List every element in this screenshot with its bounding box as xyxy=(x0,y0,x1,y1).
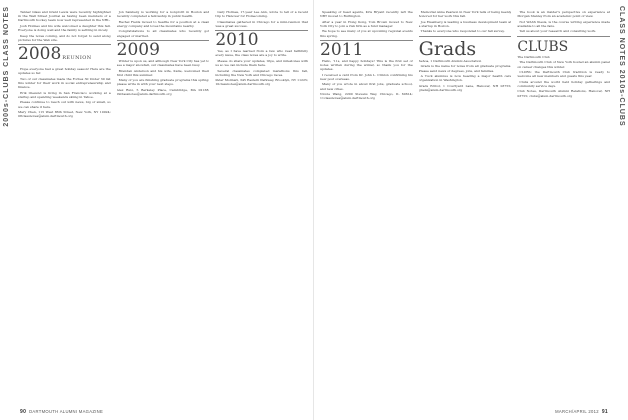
paragraph: Memorial Anne Pearson in New York tells of being keenly honored for her work this fall. xyxy=(418,10,512,19)
divider xyxy=(419,36,512,37)
paragraph: Many of you are finishing graduate programs this spring; please write in with your next steps. xyxy=(116,78,210,87)
paragraph: Grads is the name for notes from all graduate programs. Please send news of degrees, jobs, and families. xyxy=(418,64,512,73)
paragraph: Two of our classmates made the Forbes 30 Under 30 list this winter for their work in social entrepreneurship and finance. xyxy=(18,76,111,90)
class-secretary-byline: Alex Ruiz, 5 Berkeley Place, Cambridge, MA 02138; 09classnotes@alum.dartmouth.org xyxy=(116,87,210,97)
paragraph: Hope everyone had a great holiday season! Here are the updates so far. xyxy=(18,67,111,76)
paragraph: The Dartmouth Club of New York hosted an alumni panel on career changes this winter. xyxy=(517,60,611,69)
class-year-heading: 2011 xyxy=(320,39,364,60)
page-number: 90 xyxy=(20,409,27,415)
right-footer xyxy=(555,409,608,415)
paragraph: Clubs around the world held holiday gatherings and community service days. xyxy=(517,79,611,88)
paragraph: Joe Eisenberg is leading a business development team at a startup in Boston. xyxy=(418,19,512,28)
class-secretary-byline: Peter Molinari, 345 Eastern Parkway, Brooklyn, NY 11225; 10classnotes@alum.dartmouth.org xyxy=(215,78,309,87)
divider xyxy=(517,36,610,37)
paragraph: Speaking of head agents, Kris Bryant recently left the NBT moved to Burlington. xyxy=(320,10,413,19)
class-secretary-byline: Mary Chen, 115 West 86th Street, New York, NY 10024; 08classnotes@alum.dartmouth.org xyxy=(18,110,111,119)
paragraph: Please continue to reach out with news, big or small, so we can share it here. xyxy=(18,100,111,109)
paragraph: CLUBS: the Dartmouth Club tradition is ready to welcome all new members and guests this year. xyxy=(517,70,611,79)
left-sidebar-strip xyxy=(0,0,14,420)
grads-heading-byline: Sehoa, 1 Dartmouth Alumni Association xyxy=(418,58,482,63)
right-page xyxy=(314,0,628,420)
left-sidebar-label: 2000s-CLUBS CLASS NOTES xyxy=(3,6,10,127)
clubs-heading-text: CLUBS xyxy=(517,38,569,55)
grads-byline: Grads Editor, 1 Courtyard Lane, Hanover, NH 03755; grads@alum.dartmouth.org xyxy=(418,83,512,92)
paragraph: Josh Holmes and his wife welcomed a daughter this fall. Everyone is doing well and the family is settling in nicely. xyxy=(18,23,111,33)
right-col-2 xyxy=(419,10,512,402)
left-columns xyxy=(18,10,308,402)
paragraph: Many of you wrote in about first jobs, graduate school, and new cities. xyxy=(320,82,413,91)
right-col-3 xyxy=(517,10,610,402)
paragraph: I received a card from Dr. John L. Clinton confirming his new post overseas. xyxy=(320,72,413,81)
paragraph: Tell us about your research and consulting work. xyxy=(519,29,597,34)
class-year: 2008 xyxy=(18,44,62,65)
clubs-byline: Club Notes, Dartmouth Alumni Relations, Hanover, NH 03755; clubs@alum.dartmouth.org xyxy=(517,89,611,98)
paragraph: Please do share your updates, trips, and milestones with us so we can include them here. xyxy=(215,58,309,68)
reunion-tag: REUNION xyxy=(62,55,92,62)
paragraph: Hello, '11s, and happy holidays! This is the first set of notes written during the winter, so thank you for the updates. xyxy=(320,58,413,72)
left-col-3 xyxy=(215,10,308,402)
paragraph: Thanks to everyone who responded to our fall survey. xyxy=(420,29,505,34)
right-sidebar-strip xyxy=(614,0,628,420)
paragraph: The book is an insider's perspective on experience at Morgan Stanley from an academic point of view. xyxy=(517,10,611,19)
left-col-2 xyxy=(117,10,210,402)
right-columns xyxy=(320,10,610,402)
paragraph: After a year in Hong Kong, Tom Brown moved to New York City to join a risk firm as a fund manager. xyxy=(320,19,413,28)
paragraph: Keep the notes coming, and do not forget to send along pictures for the Web site. xyxy=(18,33,111,42)
class-secretary-byline: Nicole Wang, 2200 Stevens Way, Chicago, IL 60614; 11classnotes@alum.dartmouth.org xyxy=(320,92,413,101)
clubs-heading-tag: The Dartmouth Club xyxy=(517,54,550,59)
paragraph: Congratulations to all classmates who recently got engaged or married. xyxy=(116,29,210,38)
clubs-heading xyxy=(517,40,610,54)
paragraph: A Tuck alumnus is now heading a major health care organization in Washington. xyxy=(418,74,512,83)
paragraph: Several classmates completed marathons this fall, including the New York and Chicago races. xyxy=(215,68,309,77)
paragraph: Yes, as I have learned from a few who read faithfully every issue, the class notes are a joy to write. xyxy=(215,49,309,58)
paragraph: Classmates gathered in Chicago for a mini-reunion that was a great success. xyxy=(215,19,309,28)
class-year-heading xyxy=(18,44,111,66)
left-col-1 xyxy=(18,10,111,402)
class-year-heading: 2010 xyxy=(215,30,259,51)
paragraph: We hope to see many of you at upcoming regional events this spring. xyxy=(320,29,413,38)
paragraph: Tanner Glass and Grant Lewis were recently highlighted in the Wall Street Journal as having been members of a Dartmouth hockey team now well represented in the NHL. xyxy=(18,10,111,23)
paragraph: Gary Holmes, 17-year Lee Ann, wrote to tell of a recent trip to Hanover for Homecoming. xyxy=(215,10,309,19)
paragraph: Not WASS thesis, is the course writing experience made available to all the fans. xyxy=(517,19,611,28)
issue-date: MARCH/APRIL 2012 xyxy=(555,409,599,414)
grads-heading: Grads xyxy=(418,37,477,60)
paragraph: Jon Salsberg is working for a nonprofit in Boston and recently completed a fellowship in public health. xyxy=(116,10,210,19)
class-year-heading: 2009 xyxy=(116,39,160,60)
right-col-1 xyxy=(320,10,413,402)
magazine-name: DARTMOUTH ALUMNI MAGAZINE xyxy=(29,409,104,414)
paragraph: Erik Olesund is living in San Francisco working at a startup and spending weekends skiing in Tahoe. xyxy=(18,90,111,99)
paragraph: Rachel Fields moved to Seattle for a position at a clean energy company and loves the mountains nearby. xyxy=(116,19,210,28)
page-number: 91 xyxy=(601,409,608,415)
left-footer xyxy=(20,409,103,415)
paragraph: Brendan Anderson and his wife, Katie, welcomed their first child this summer. xyxy=(116,68,210,77)
paragraph: Winter is upon us, and although New York City has yet to see a major snowfall, our classmates have been busy. xyxy=(116,58,210,68)
right-sidebar-label: CLASS NOTES 2010s-CLUBS xyxy=(618,6,625,127)
